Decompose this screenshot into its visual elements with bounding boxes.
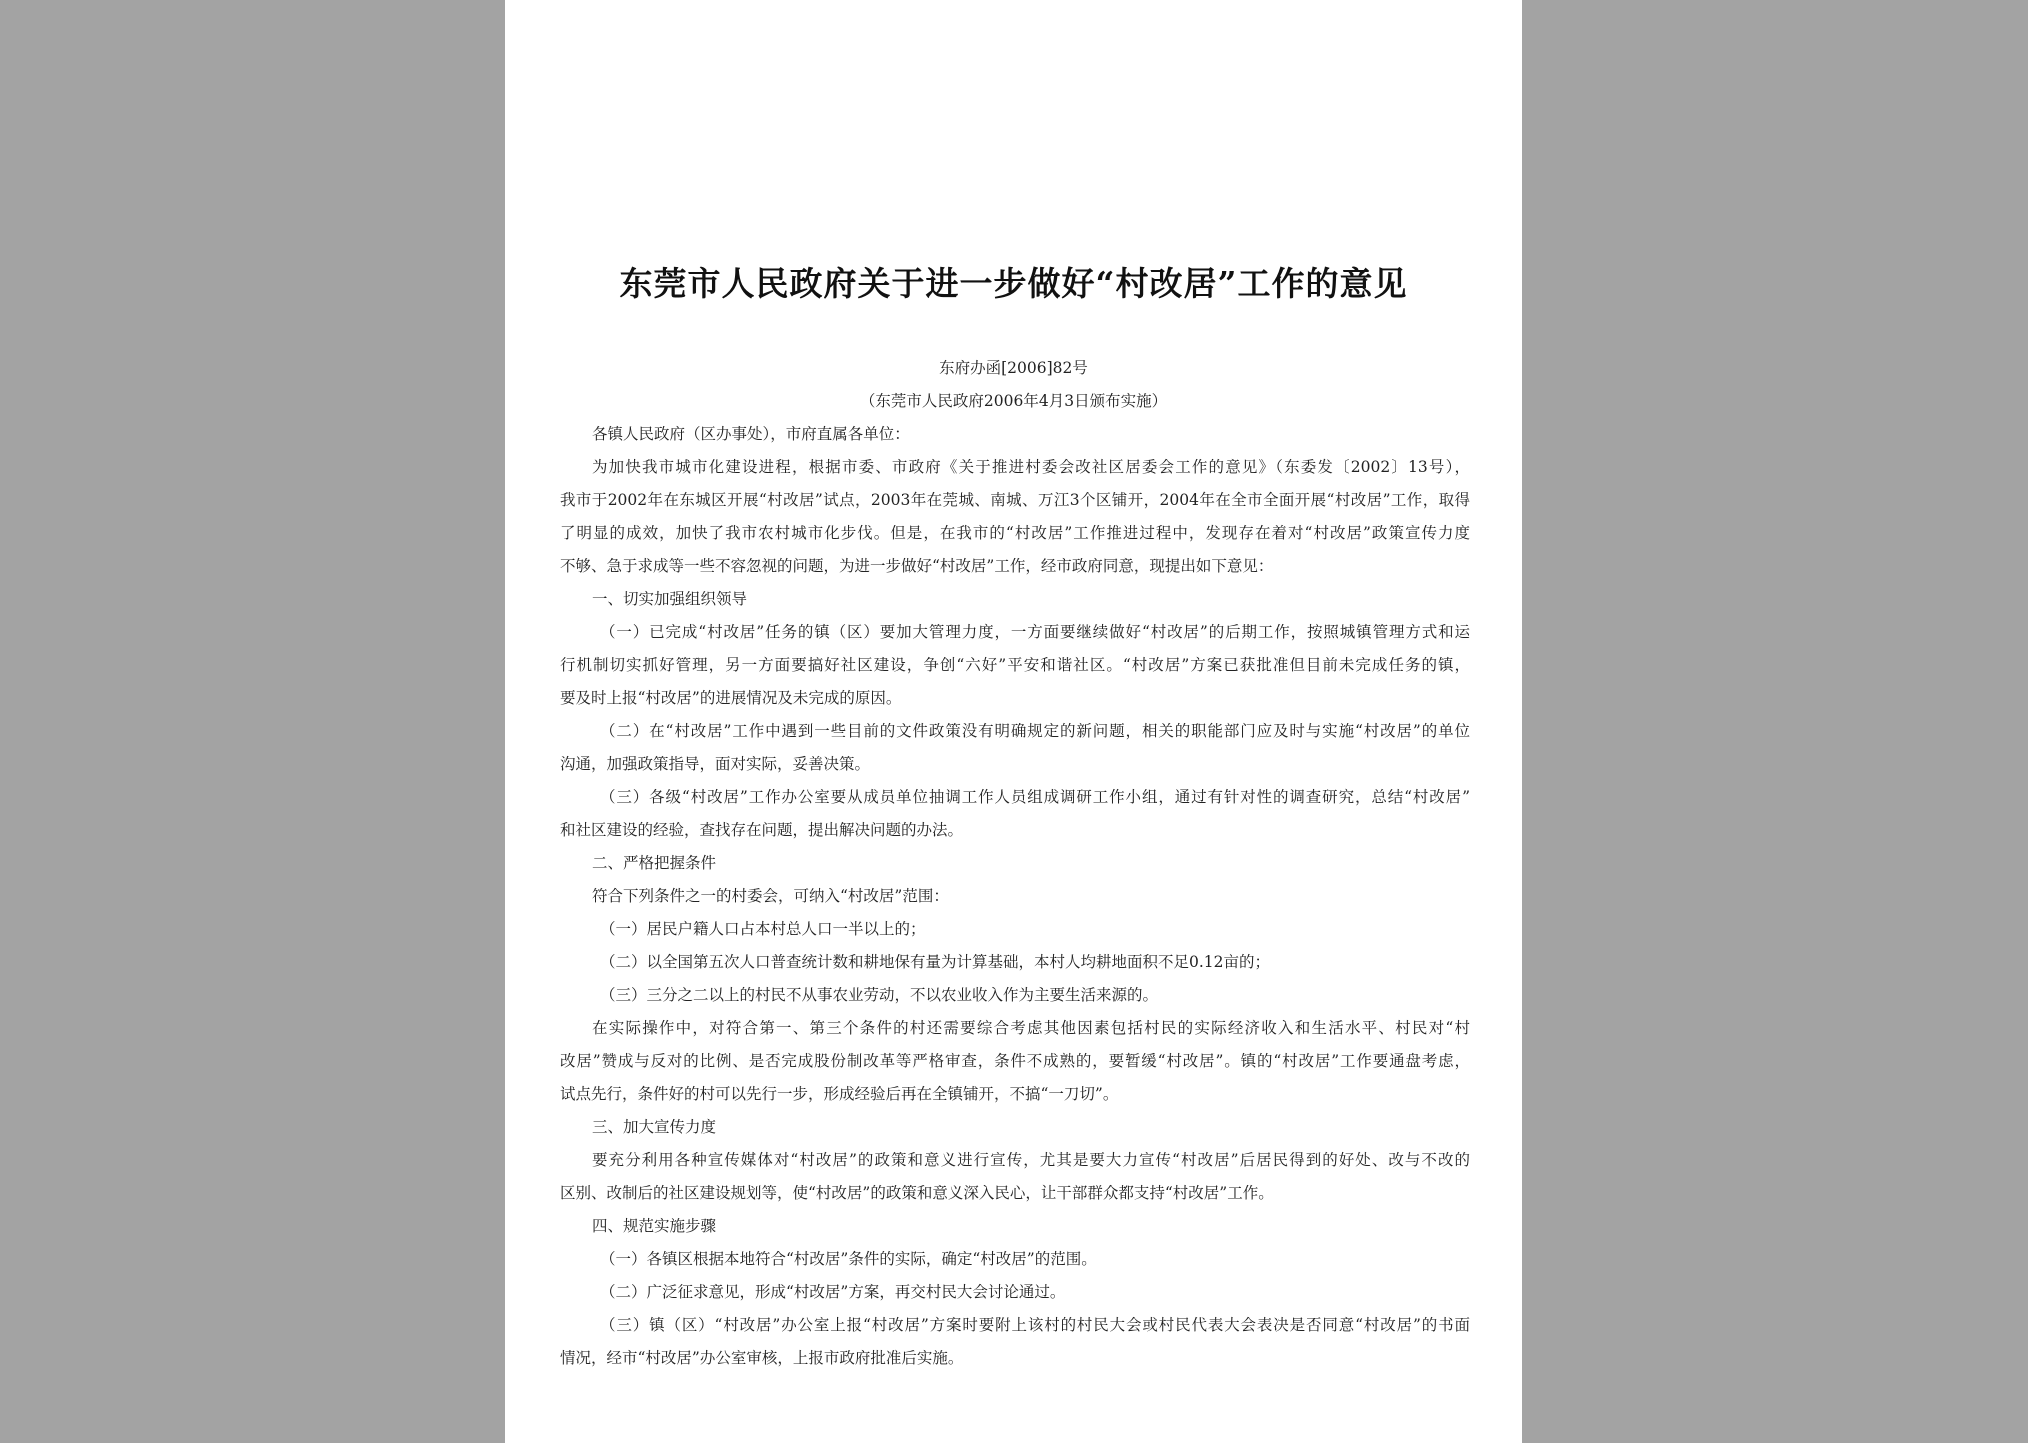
document-page [505,0,1522,1443]
step-item: （三）镇（区）“村改居”办公室上报“村改居”方案时要附上该村的村民大会或村民代表大会表决是否同意“村改居”的书面 [600,1316,1470,1334]
intro-line: 不够、急于求成等一些不容忽视的问题，为进一步做好“村改居”工作，经市政府同意，现提出如下意见： [560,557,1274,575]
section-heading-1: 一、切实加强组织领导 [592,590,748,608]
intro-line: 为加快我市城市化建设进程，根据市委、市政府《关于推进村委会改社区居委会工作的意见》（东委发〔2002〕13号）， [592,458,1470,476]
paragraph-line: 行机制切实抓好管理，另一方面要搞好社区建设，争创“六好”平安和谐社区。“村改居”方案已获批准但目前未完成任务的镇， [560,656,1470,674]
paragraph-line: 区别、改制后的社区建设规划等，使“村改居”的政策和意义深入民心，让干部群众都支持“村改居”工作。 [560,1184,1274,1202]
paragraph-line: 要充分利用各种宣传媒体对“村改居”的政策和意义进行宣传，尤其是要大力宣传“村改居”后居民得到的好处、改与不改的 [592,1151,1470,1169]
paragraph-line: （一）已完成“村改居”任务的镇（区）要加大管理力度，一方面要继续做好“村改居”的后期工作，按照城镇管理方式和运 [600,623,1470,641]
paragraph-line: （三）各级“村改居”工作办公室要从成员单位抽调工作人员组成调研工作小组，通过有针对性的调查研究，总结“村改居” [600,788,1470,806]
document-number: 东府办函[2006]82号 [939,359,1088,377]
paragraph-line: （二）在“村改居”工作中遇到一些目前的文件政策没有明确规定的新问题，相关的职能部门应及时与实施“村改居”的单位 [600,722,1470,740]
condition-item: （一）居民户籍人口占本村总人口一半以上的； [600,920,926,938]
condition-item: （三）三分之二以上的村民不从事农业劳动，不以农业收入作为主要生活来源的。 [600,986,1159,1004]
step-item: （二）广泛征求意见，形成“村改居”方案，再交村民大会讨论通过。 [600,1283,1066,1301]
section-heading-3: 三、加大宣传力度 [592,1118,717,1136]
paragraph-line: 符合下列条件之一的村委会，可纳入“村改居”范围： [592,887,949,905]
issue-note: （东莞市人民政府2006年4月3日颁布实施） [859,392,1168,410]
intro-line: 我市于2002年在东城区开展“村改居”试点，2003年在莞城、南城、万江3个区铺开，2004年在全市全面开展“村改居”工作，取得 [560,491,1470,509]
condition-item: （二）以全国第五次人口普查统计数和耕地保有量为计算基础，本村人均耕地面积不足0.12亩的； [600,953,1271,971]
paragraph-line: 和社区建设的经验，查找存在问题，提出解决问题的办法。 [560,821,964,839]
paragraph-line: 在实际操作中，对符合第一、第三个条件的村还需要综合考虑其他因素包括村民的实际经济收入和生活水平、村民对“村 [592,1019,1470,1037]
section-heading-2: 二、严格把握条件 [592,854,717,872]
step-item: 情况，经市“村改居”办公室审核，上报市政府批准后实施。 [560,1349,964,1367]
paragraph-line: 沟通，加强政策指导，面对实际，妥善决策。 [560,755,871,773]
document-body [560,418,1470,1375]
paragraph-line: 试点先行，条件好的村可以先行一步，形成经验后再在全镇铺开，不搞“一刀切”。 [560,1085,1119,1103]
step-item: （一）各镇区根据本地符合“村改居”条件的实际，确定“村改居”的范围。 [600,1250,1097,1268]
section-heading-4: 四、规范实施步骤 [592,1217,717,1235]
salutation: 各镇人民政府（区办事处），市府直属各单位： [592,425,910,443]
document-title: 东莞市人民政府关于进一步做好“村改居”工作的意见 [619,264,1408,303]
intro-line: 了明显的成效，加快了我市农村城市化步伐。但是，在我市的“村改居”工作推进过程中，发现存在着对“村改居”政策宣传力度 [560,524,1470,542]
paragraph-line: 要及时上报“村改居”的进展情况及未完成的原因。 [560,689,902,707]
paragraph-line: 改居”赞成与反对的比例、是否完成股份制改革等严格审查，条件不成熟的，要暂缓“村改居”。镇的“村改居”工作要通盘考虑， [560,1052,1470,1070]
